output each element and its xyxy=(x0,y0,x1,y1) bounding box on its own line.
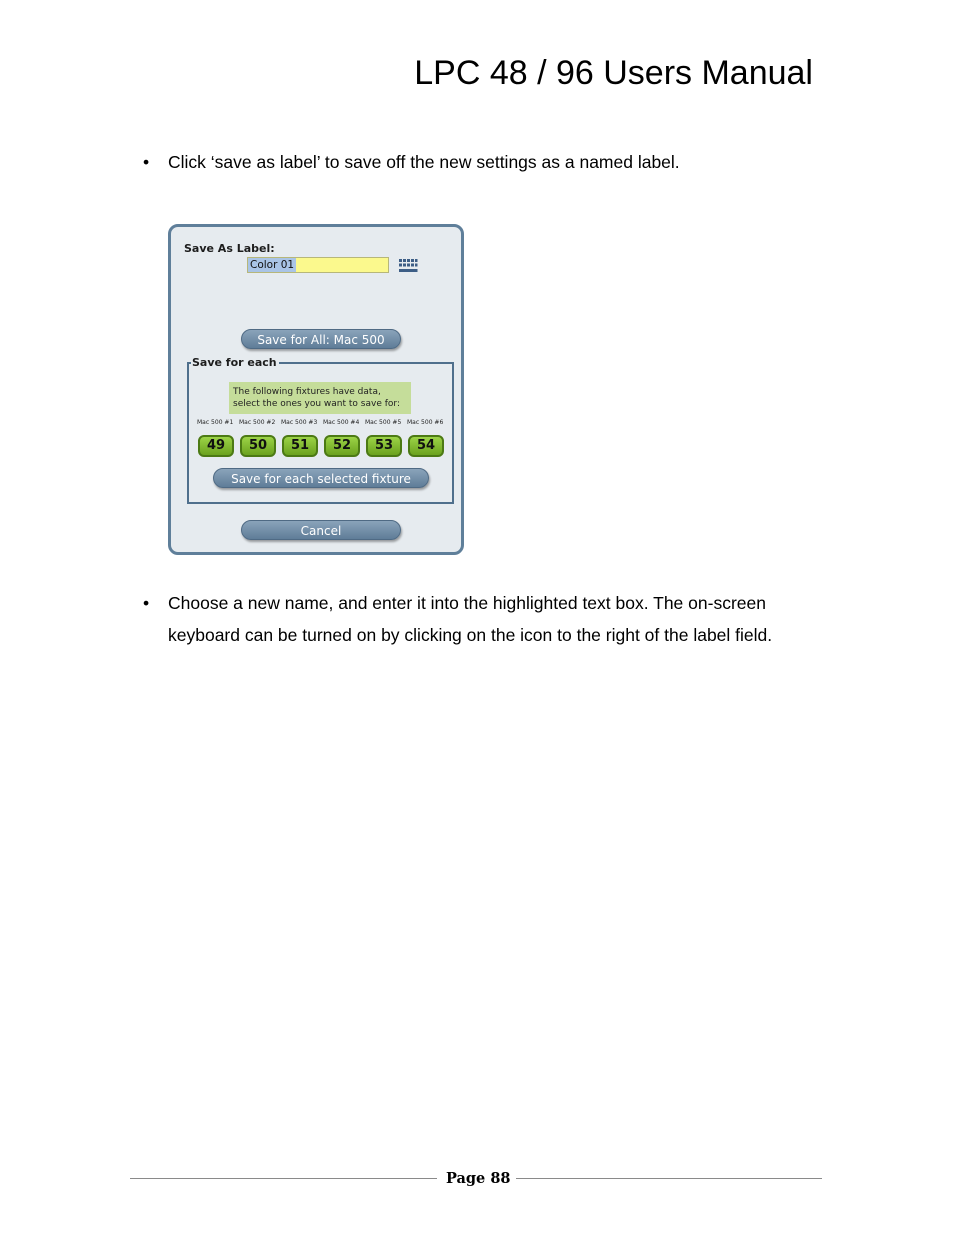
fixture-name: Mac 500 #6 xyxy=(407,419,444,426)
page-number: Page 88 xyxy=(446,1170,511,1187)
keyboard-icon[interactable] xyxy=(398,258,418,274)
notice-line: select the ones you want to save for: xyxy=(233,399,400,409)
save-for-each-legend: Save for each xyxy=(192,356,277,369)
save-for-each-button[interactable]: Save for each selected fixture xyxy=(213,468,429,488)
footer-divider-left xyxy=(130,1178,437,1179)
bullet-text: Choose a new name, and enter it into the highlighted text box. The on-screen keyboard can be turned on by clicking on the icon to the right of the label field. xyxy=(168,593,773,645)
fixture-button-53[interactable]: 53 xyxy=(366,435,402,457)
page-header-title: LPC 48 / 96 Users Manual xyxy=(414,54,813,92)
cancel-button[interactable]: Cancel xyxy=(241,520,401,540)
save-as-label-dialog xyxy=(168,224,464,555)
fixture-button-50[interactable]: 50 xyxy=(240,435,276,457)
bullet-dot: • xyxy=(143,152,150,172)
label-input-field[interactable] xyxy=(247,257,389,273)
notice-line: The following fixtures have data, xyxy=(233,387,381,397)
fixture-name: Mac 500 #4 xyxy=(323,419,360,426)
save-as-label-title: Save As Label: xyxy=(184,242,275,255)
save-for-all-button[interactable]: Save for All: Mac 500 xyxy=(241,329,401,349)
fixture-button-54[interactable]: 54 xyxy=(408,435,444,457)
fixture-button-49[interactable]: 49 xyxy=(198,435,234,457)
fixture-button-51[interactable]: 51 xyxy=(282,435,318,457)
fixtures-notice xyxy=(229,382,411,414)
fixture-button-52[interactable]: 52 xyxy=(324,435,360,457)
bullet-text: Click ‘save as label’ to save off the new settings as a named label. xyxy=(168,152,680,172)
fixture-name: Mac 500 #1 xyxy=(197,419,234,426)
fixture-name: Mac 500 #3 xyxy=(281,419,318,426)
fixture-name: Mac 500 #2 xyxy=(239,419,276,426)
bullet-dot: • xyxy=(143,593,150,613)
fixture-name: Mac 500 #5 xyxy=(365,419,402,426)
label-input-value: Color 01 xyxy=(250,259,295,271)
footer-divider-right xyxy=(516,1178,822,1179)
